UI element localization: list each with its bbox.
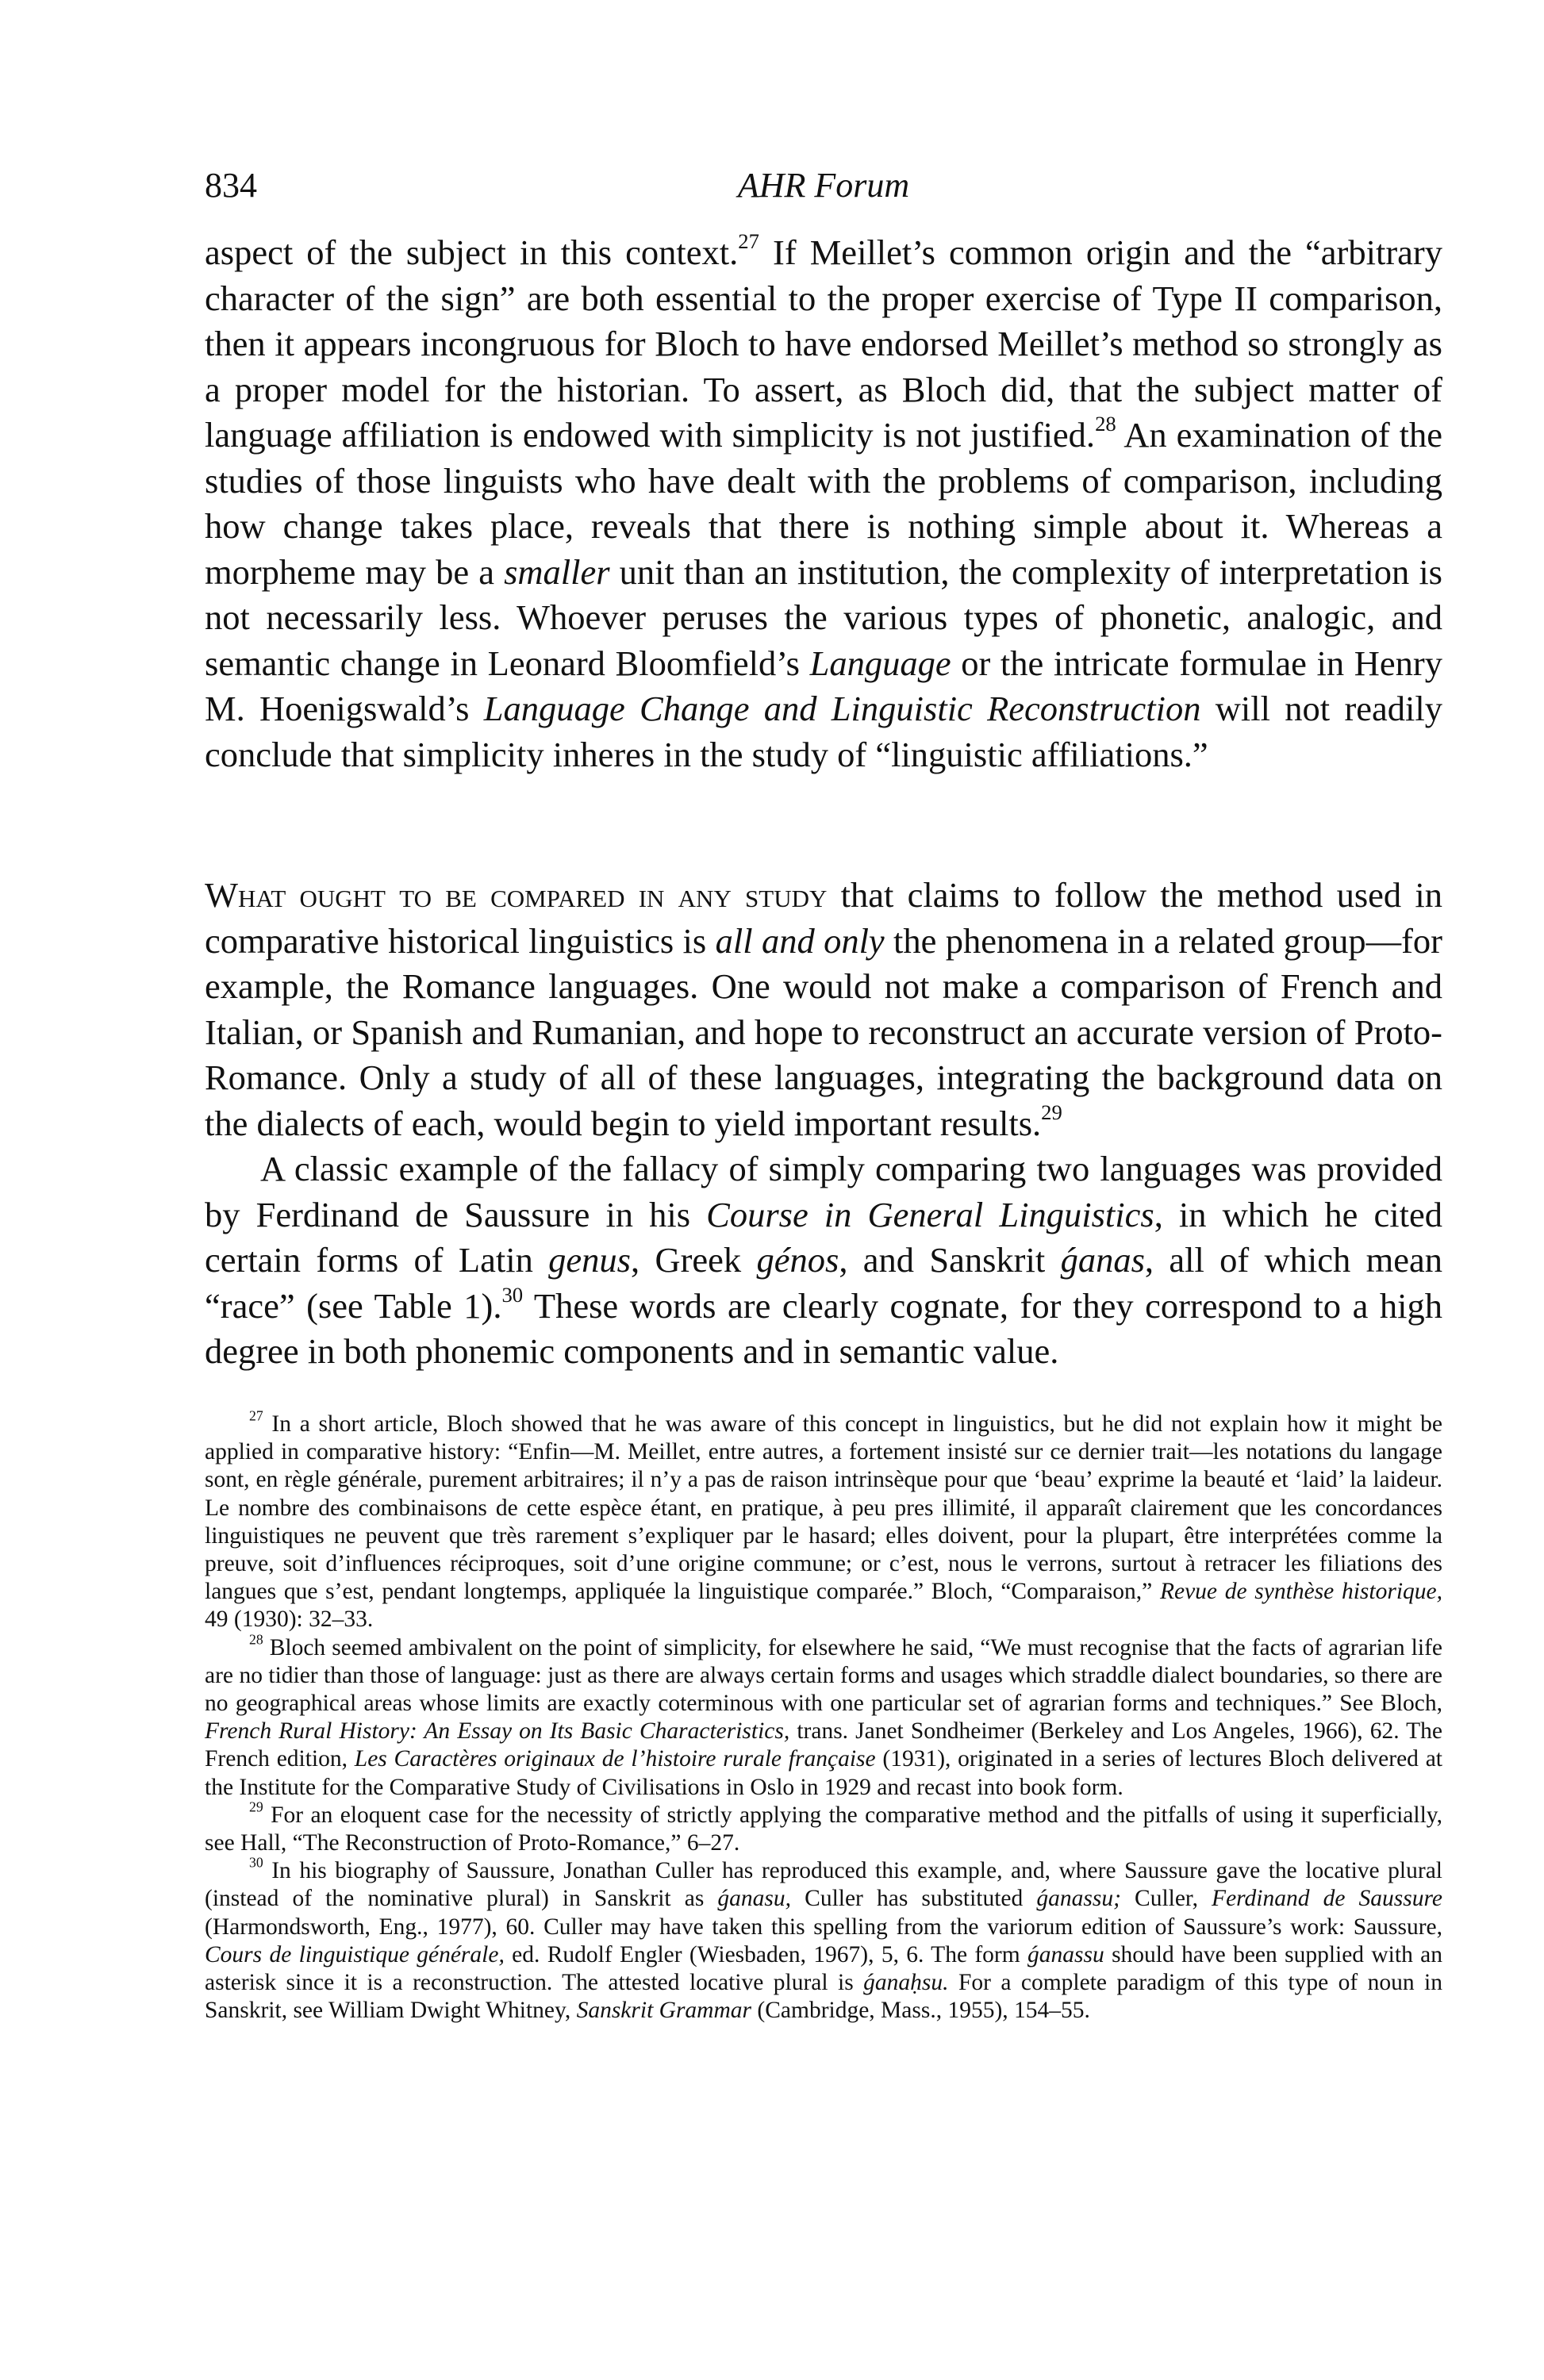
footnote-27: $^{27}$ In a short article, Bloch showed that he was aware of this concept in linguistics, but he did not explain how it might be applied in comparative history: “Enfin—M. Meillet, entre autres, a fortement insisté sur ce dernier trait—les notations du langage sont, en règle générale, purement arbitraires; il n’y a pas de raison intrinsèque pour que ‘beau’ exprime la beauté et ‘laid’ la laideur. Le nombre des combinaisons de cette espèce étant, en pratique, à peu pres illimité, il apparaît clairement que les concordances linguistiques ne peuvent que très rarement s’expliquer par le hasard; elles doivent, pour la plupart, être interprétées comme la preuve, soit d’influences réciproques, soit d’une origine commune; or c’est, nous le verrons, surtout à retracer les filiations des langues que s’est, pendant longtemps, appliquée la linguistique comparée.” Bloch, “Comparaison,” Revue de synthèse historique, 49 (1930): 32–33.	[205, 1407, 1442, 1633]
footnote-number: 27	[249, 1407, 263, 1424]
footnote-number: 29	[249, 1798, 263, 1815]
footnote-number: 30	[249, 1854, 263, 1871]
journal-title: AHR Forum	[737, 166, 910, 205]
footnote-28: $^{28}$ Bloch seemed ambivalent on the point of simplicity, for elsewhere he said, “We must recognise that the facts of agrarian life are no tidier than those of language: just as there are always certain forms and usages which straddle dialect boundaries, so there are no geographical areas whose limits are exactly coterminous with one particular set of agrarian forms and techniques.” See Bloch, French Rural History: An Essay on Its Basic Characteristics, trans. Janet Sondheimer (Berkeley and Los Angeles, 1966), 62. The French edition, Les Caractères originaux de l’histoire rurale française (1931), originated in a series of lectures Bloch delivered at the Institute for the Comparative Study of Civilisations in Oslo in 1929 and recast into book form.	[205, 1631, 1442, 1800]
body-text	[205, 230, 1442, 1375]
book-title: Language	[809, 643, 951, 683]
book-title: Course in General Linguistics	[706, 1194, 1154, 1234]
footnote-ref[interactable]: 27	[738, 228, 759, 253]
running-head	[205, 165, 1442, 213]
footnote-ref[interactable]: 29	[1041, 1100, 1062, 1124]
footnote-29: $^{29}$ For an eloquent case for the necessity of strictly applying the comparative method and the pitfalls of using it superficially, see Hall, “The Reconstruction of Proto-Romance,” 6–27.	[205, 1798, 1442, 1856]
page-number: 834	[205, 166, 257, 205]
section-break	[205, 777, 1442, 873]
book-title: Language Change and Linguistic Reconstruction	[483, 689, 1201, 728]
paragraph: aspect of the subject in this context.$^{27}$ If Meillet’s common origin and the “arbitrary character of the sign” are both essential to the proper exercise of Type II comparison, then it appears incongruous for Bloch to have endorsed Meillet’s method so strongly as a proper model for the historian. To assert, as Bloch did, that the subject matter of language affiliation is endowed with simplicity is not justified.$^{28}$ An examination of the studies of those linguists who have dealt with the problems of comparison, including how change takes place, reveals that there is nothing simple about it. Whereas a morpheme may be a smaller unit than an institution, the complexity of interpretation is not necessarily less. Whoever peruses the various types of phonetic, analogic, and semantic change in Leonard Bloomfield’s Language or the intricate formulae in Henry M. Hoenigswald’s Language Change and Linguistic Reconstruction will not readily conclude that simplicity inheres in the study of “linguistic affiliations.”	[205, 228, 1443, 774]
footnote-ref[interactable]: 28	[1095, 411, 1116, 436]
footnote-number: 28	[249, 1631, 263, 1648]
footnote-ref[interactable]: 30	[501, 1282, 524, 1307]
paragraph: A classic example of the fallacy of simply comparing two languages was provided by Ferdinand de Saussure in his Course in General Linguistics, in which he cited certain forms of Latin genus, Greek génos, and Sanskrit ǵanas, all of which mean “race” (see Table 1).$^{30}$ These words are clearly cognate, for they correspond to a high degree in both phonemic components and in semantic value.	[205, 1149, 1442, 1371]
footnotes	[205, 1407, 1442, 2025]
footnote-30: $^{30}$ In his biography of Saussure, Jonathan Culler has reproduced this example, and, where Saussure gave the locative plural (instead of the nominative plural) in Sanskrit as ǵanasu, Culler has substituted ǵanassu; Culler, Ferdinand de Saussure (Harmondsworth, Eng., 1977), 60. Culler may have taken this spelling from the variorum edition of Saussure’s work: Saussure, Cours de linguistique générale, ed. Rudolf Engler (Wiesbaden, 1967), 5, 6. The form ǵanassu should have been supplied with an asterisk since it is a reconstruction. The attested locative plural is ǵanaḥsu. For a complete paradigm of this type of noun in Sanskrit, see William Dwight Whitney, Sanskrit Grammar (Cambridge, Mass., 1955), 154–55.	[205, 1854, 1442, 2024]
section-opening: What ought to be compared in any study	[205, 875, 828, 915]
paragraph: What ought to be compared in any study that claims to follow the method used in comparative historical linguistics is all and only the phenomena in a related group—for example, the Romance languages. One would not make a comparison of French and Italian, or Spanish and Rumanian, and hope to reconstruct an accurate version of Proto-Romance. Only a study of all of these languages, integrating the background data on the dialects of each, would begin to yield important results.$^{29}$	[205, 875, 1442, 1143]
